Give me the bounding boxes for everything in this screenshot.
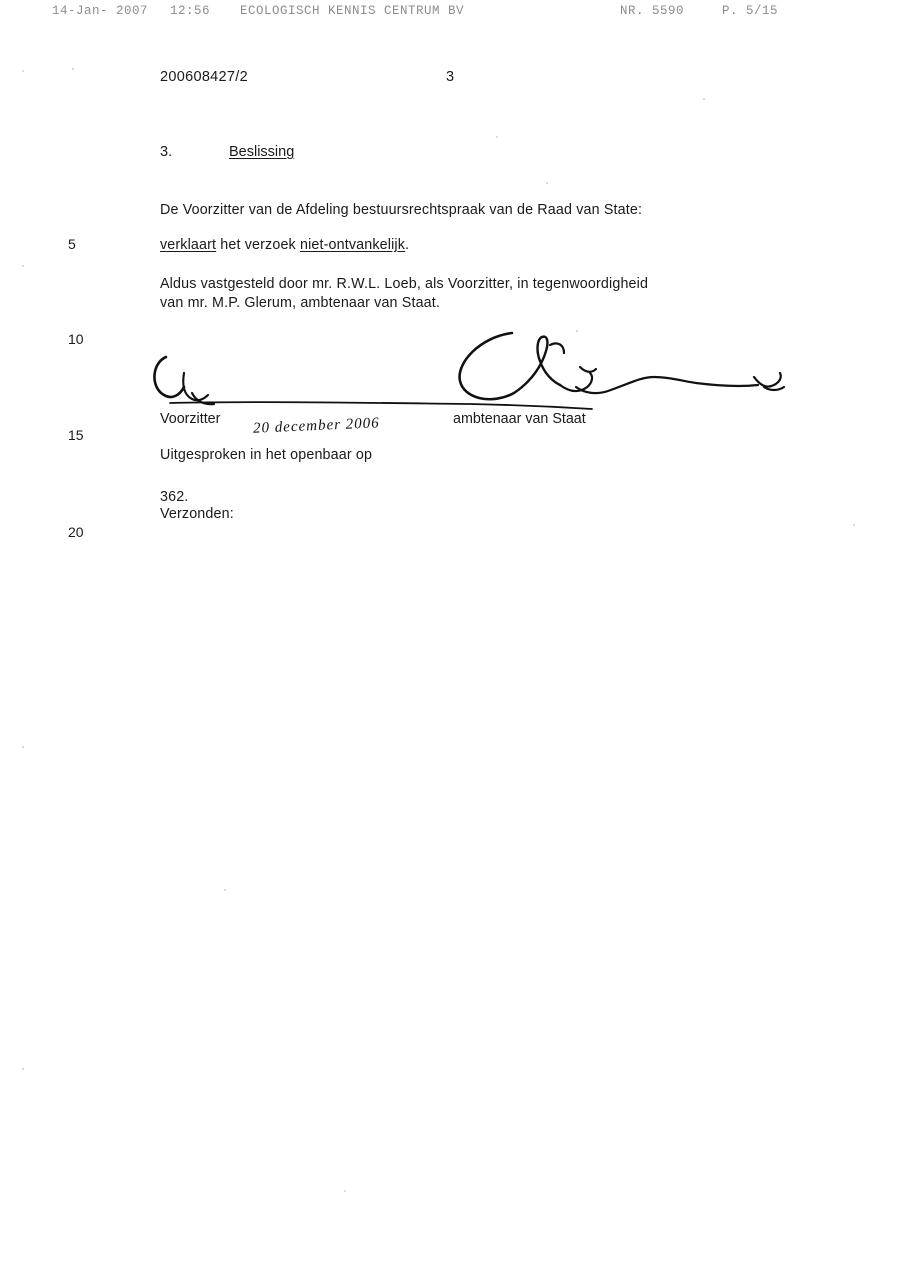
line-number-marker: 5 bbox=[68, 236, 76, 252]
line-number-marker: 20 bbox=[68, 524, 84, 540]
scan-speck bbox=[72, 68, 74, 70]
fax-time: 12:56 bbox=[170, 4, 211, 18]
fax-page-count: P. 5/15 bbox=[722, 4, 779, 18]
intro-paragraph: De Voorzitter van de Afdeling bestuursrechtspraak van de Raad van State: bbox=[160, 202, 643, 218]
section-number: 3. bbox=[160, 144, 173, 160]
scan-speck bbox=[853, 524, 855, 526]
decision-paragraph bbox=[160, 236, 409, 255]
decision-middle: het verzoek bbox=[216, 237, 300, 253]
scan-speck bbox=[22, 265, 24, 267]
page-number: 3 bbox=[446, 69, 455, 85]
section-heading: Beslissing bbox=[229, 144, 295, 160]
aldus-paragraph bbox=[160, 275, 740, 313]
aldus-line-2: van mr. M.P. Glerum, ambtenaar van Staat. bbox=[160, 295, 441, 311]
reference-number: 362. bbox=[160, 489, 189, 505]
scan-speck bbox=[22, 746, 24, 748]
fax-sender-name: ECOLOGISCH KENNIS CENTRUM BV bbox=[240, 4, 465, 18]
decision-outcome: niet-ontvankelijk bbox=[299, 237, 406, 253]
line-number-marker: 10 bbox=[68, 331, 84, 347]
uitgesproken-paragraph: Uitgesproken in het openbaar op bbox=[160, 447, 373, 463]
scan-speck bbox=[546, 182, 548, 184]
decision-end: . bbox=[405, 237, 410, 253]
scan-speck bbox=[22, 70, 24, 72]
scan-speck bbox=[576, 330, 578, 332]
signature-label-ambtenaar: ambtenaar van Staat bbox=[453, 411, 586, 427]
signature-date: 20 december 2006 bbox=[252, 415, 381, 437]
case-number: 200608427/2 bbox=[160, 69, 248, 85]
scan-speck bbox=[22, 1068, 24, 1070]
verzonden-label: Verzonden: bbox=[160, 506, 234, 522]
scan-speck bbox=[703, 98, 705, 100]
scan-speck bbox=[344, 1190, 346, 1192]
signature-label-voorzitter: Voorzitter bbox=[160, 411, 221, 427]
decision-verb: verklaart bbox=[160, 237, 217, 253]
aldus-line-1: Aldus vastgesteld door mr. R.W.L. Loeb, als Voorzitter, in tegenwoordigheid bbox=[160, 276, 649, 292]
scan-speck bbox=[224, 889, 226, 891]
fax-date: 14-Jan- 2007 bbox=[52, 4, 149, 18]
line-number-marker: 15 bbox=[68, 427, 84, 443]
fax-number: NR. 5590 bbox=[620, 4, 685, 18]
scan-speck bbox=[496, 136, 498, 138]
